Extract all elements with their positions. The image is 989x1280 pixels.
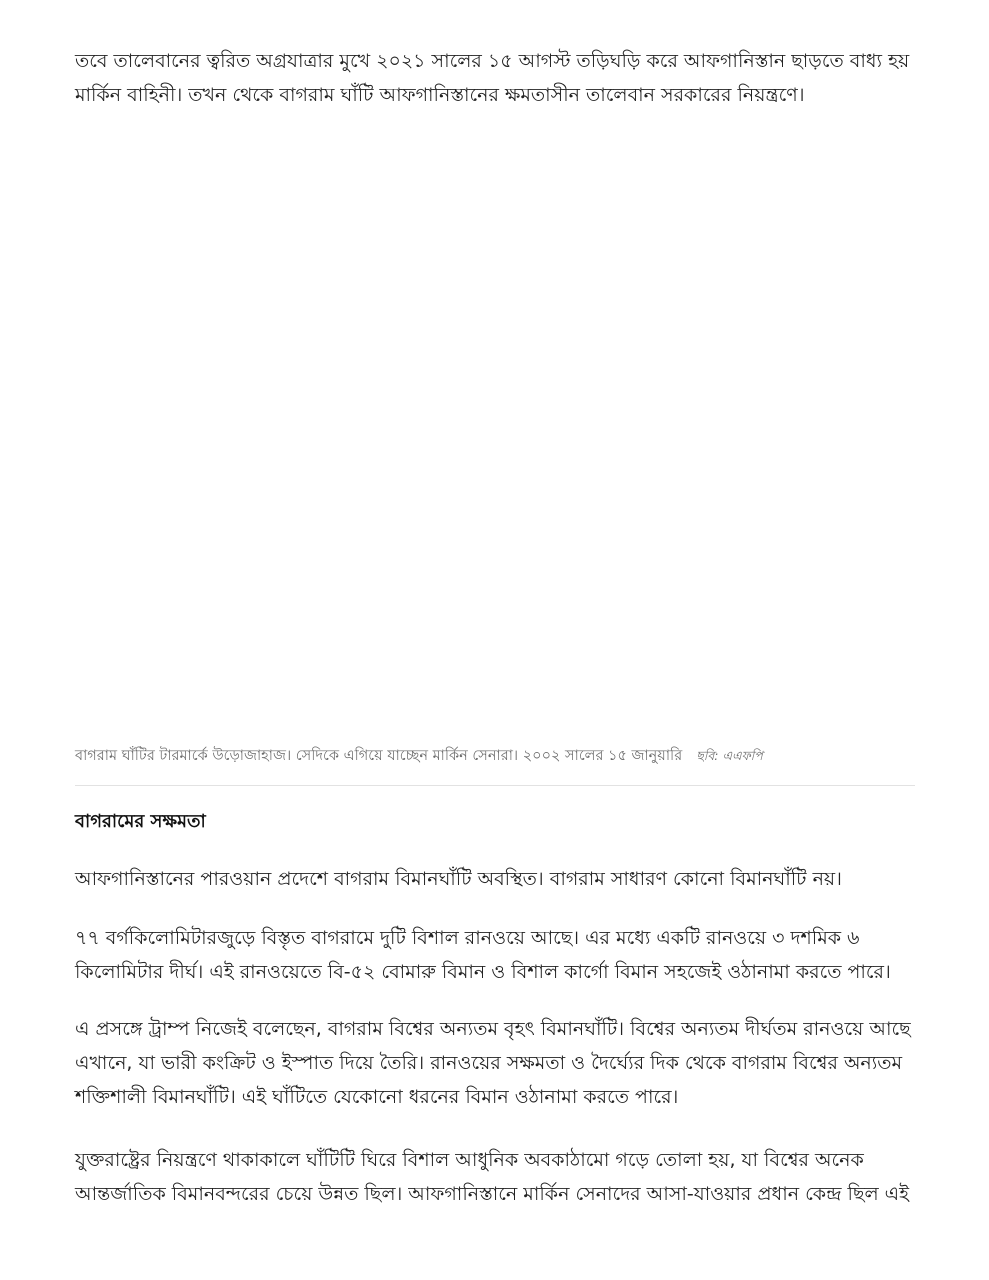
article-image-placeholder (75, 130, 915, 720)
article-paragraph-4: এ প্রসঙ্গে ট্রাম্প নিজেই বলেছেন, বাগরাম বিশ্বের অন্যতম বৃহৎ বিমানঘাঁটি। বিশ্বের অন্যতম দীর্ঘতম রানওয়ে আছে এখানে, যা ভারী কংক্রিট ও ইস্পাত দিয়ে তৈরি। রানওয়ের সক্ষমতা ও দৈর্ঘ্যের দিক থেকে বাগরাম বিশ্বের অন্যতম শক্তিশালী বিমানঘাঁটি। এই ঘাঁটিতে যেকোনো ধরনের বিমান ওঠানামা করতে পারে। (75, 1018, 911, 1108)
article-paragraph-2: আফগানিস্তানের পারওয়ান প্রদেশে বাগরাম বিমানঘাঁটি অবস্থিত। বাগরাম সাধারণ কোনো বিমানঘাঁটি নয়। (75, 868, 842, 890)
image-caption (75, 744, 915, 768)
article-paragraph-1: তবে তালেবানের ত্বরিত অগ্রযাত্রার মুখে ২০২১ সালের ১৫ আগস্ট তড়িঘড়ি করে আফগানিস্তান ছাড়তে বাধ্য হয় মার্কিন বাহিনী। তখন থেকে বাগরাম ঘাঁটি আফগানিস্তানের ক্ষমতাসীন তালেবান সরকারের নিয়ন্ত্রণে। (75, 50, 910, 106)
photo-credit: ছবি: এএফপি (696, 748, 763, 763)
caption-text: বাগরাম ঘাঁটির টারমার্কে উড়োজাহাজ। সেদিকে এগিয়ে যাচ্ছেন মার্কিন সেনারা। ২০০২ সালের ১৫ জানুয়ারি (75, 748, 683, 764)
section-subheading: বাগরামের সক্ষমতা (75, 811, 206, 832)
caption-divider (75, 785, 915, 786)
article-paragraph-3: ৭৭ বর্গকিলোমিটারজুড়ে বিস্তৃত বাগরামে দুটি বিশাল রানওয়ে আছে। এর মধ্যে একটি রানওয়ে ৩ দশমিক ৬ কিলোমিটার দীর্ঘ। এই রানওয়েতে বি-৫২ বোমারু বিমান ও বিশাল কার্গো বিমান সহজেই ওঠানামা করতে পারে। (75, 927, 891, 983)
article-paragraph-5: যুক্তরাষ্ট্রের নিয়ন্ত্রণে থাকাকালে ঘাঁটিটি ঘিরে বিশাল আধুনিক অবকাঠামো গড়ে তোলা হয়, যা বিশ্বের অনেক আন্তর্জাতিক বিমানবন্দরের চেয়ে উন্নত ছিল। আফগানিস্তানে মার্কিন সেনাদের আসা-যাওয়ার প্রধান কেন্দ্র ছিল এই (75, 1149, 909, 1205)
